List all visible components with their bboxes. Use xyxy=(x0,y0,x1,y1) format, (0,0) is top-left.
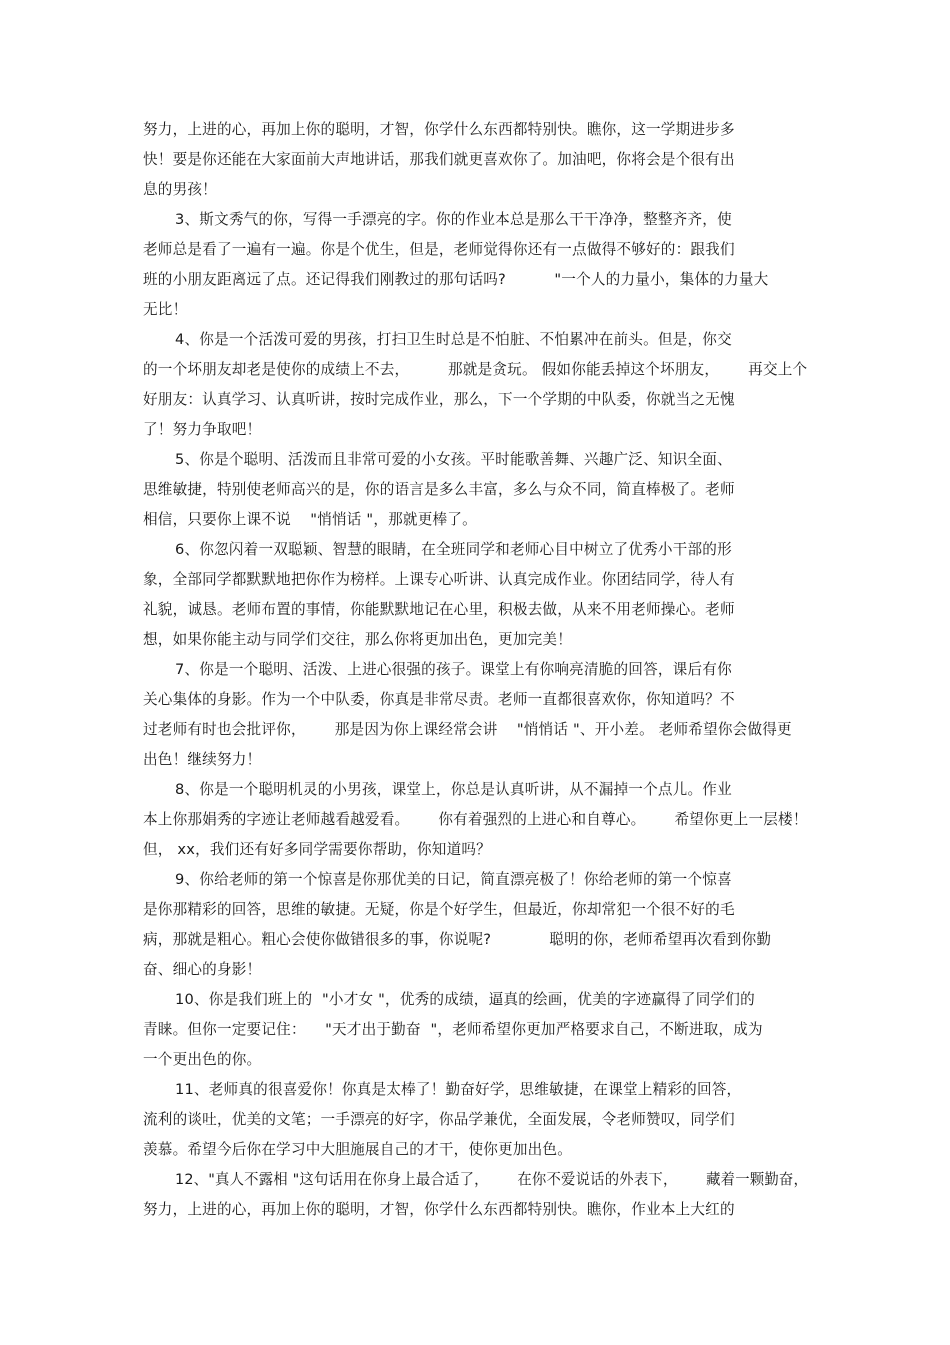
text-line: 一个更出色的你。 xyxy=(143,1051,262,1068)
text-line: 礼貌，诚恳。老师布置的事情，你能默默地记在心里，积极去做，从来不用老师操心。老师 xyxy=(143,601,735,618)
text-line: 青睐。但你一定要记住： "天才出于勤奋 "，老师希望你更加严格要求自己，不断进取，成为 xyxy=(143,1021,763,1038)
text-line: 快！要是你还能在大家面前大声地讲话，那我们就更喜欢你了。加油吧，你将会是个很有出 xyxy=(143,151,735,168)
text-line: 无比！ xyxy=(143,301,188,318)
paragraph-12-line: 12、"真人不露相 "这句话用在你身上最合适了， 在你不爱说话的外表下， 藏着一颗勤奋， xyxy=(175,1171,809,1188)
text-line: 关心集体的身影。作为一个中队委，你真是非常尽责。老师一直都很喜欢你，你知道吗？不 xyxy=(143,691,735,708)
paragraph-9-line: 9、你给老师的第一个惊喜是你那优美的日记，简直漂亮极了！你给老师的第一个惊喜 xyxy=(175,871,732,888)
text-line: 息的男孩！ xyxy=(143,181,217,198)
text-line: 思维敏捷，特别使老师高兴的是，你的语言是多么丰富，多么与众不同，简直棒极了。老师 xyxy=(143,481,735,498)
paragraph-7-line: 7、你是一个聪明、活泼、上进心很强的孩子。课堂上有你响亮清脆的回答，课后有你 xyxy=(175,661,732,678)
paragraph-10-line: 10、你是我们班上的 "小才女 "，优秀的成绩，逼真的绘画，优美的字迹赢得了同学们的 xyxy=(175,991,755,1008)
paragraph-5-line: 5、你是个聪明、活泼而且非常可爱的小女孩。平时能歌善舞、兴趣广泛、知识全面、 xyxy=(175,451,732,468)
text-line: 是你那精彩的回答，思维的敏捷。无疑，你是个好学生，但最近，你却常犯一个很不好的毛 xyxy=(143,901,735,918)
text-line: 努力，上进的心，再加上你的聪明，才智，你学什么东西都特别快。瞧你，这一学期进步多 xyxy=(143,121,735,138)
paragraph-4-line: 4、你是一个活泼可爱的男孩，打扫卫生时总是不怕脏、不怕累冲在前头。但是，你交 xyxy=(175,331,732,348)
paragraph-11-line: 11、老师真的很喜爱你！你真是太棒了！勤奋好学，思维敏捷，在课堂上精彩的回答， xyxy=(175,1081,742,1098)
text-line: 过老师有时也会批评你， 那是因为你上课经常会讲 "悄悄话 "、开小差。 老师希望你会做得更 xyxy=(143,721,792,738)
text-line: 病，那就是粗心。粗心会使你做错很多的事，你说呢? 聪明的你，老师希望再次看到你勤 xyxy=(143,931,772,948)
paragraph-6-line: 6、你忽闪着一双聪颖、智慧的眼睛，在全班同学和老师心目中树立了优秀小干部的形 xyxy=(175,541,732,558)
paragraph-8-line: 8、你是一个聪明机灵的小男孩，课堂上，你总是认真听讲，从不漏掉一个点儿。作业 xyxy=(175,781,732,798)
text-line: 努力，上进的心，再加上你的聪明，才智，你学什么东西都特别快。瞧你，作业本上大红的 xyxy=(143,1201,735,1218)
text-line: 班的小朋友距离远了点。还记得我们刚教过的那句话吗? "一个人的力量小，集体的力量大 xyxy=(143,271,769,288)
text-line: 本上你那娟秀的字迹让老师越看越爱看。 你有着强烈的上进心和自尊心。 希望你更上一层楼！ xyxy=(143,811,808,828)
text-line: 流利的谈吐，优美的文笔；一手漂亮的好字，你品学兼优，全面发展，令老师赞叹，同学们 xyxy=(143,1111,735,1128)
text-line: 奋、细心的身影！ xyxy=(143,961,262,978)
paragraph-3-line: 3、斯文秀气的你，写得一手漂亮的字。你的作业本总是那么干干净净，整整齐齐，使 xyxy=(175,211,732,228)
text-line: 出色！继续努力！ xyxy=(143,751,262,768)
text-line: 相信，只要你上课不说 "悄悄话 "，那就更棒了。 xyxy=(143,511,477,528)
text-line: 了！努力争取吧！ xyxy=(143,421,262,438)
text-line: 好朋友：认真学习、认真听讲，按时完成作业，那么，下一个学期的中队委，你就当之无愧 xyxy=(143,391,735,408)
text-line: 想，如果你能主动与同学们交往，那么你将更加出色，更加完美！ xyxy=(143,631,573,648)
text-line: 羡慕。希望今后你在学习中大胆施展自己的才干，使你更加出色。 xyxy=(143,1141,573,1158)
text-line: 的一个坏朋友却老是使你的成绩上不去， 那就是贪玩。 假如你能丢掉这个坏朋友， 再交上个 xyxy=(143,361,808,378)
text-line: 但， xx，我们还有好多同学需要你帮助，你知道吗？ xyxy=(143,841,491,858)
text-line: 象，全部同学都默默地把你作为榜样。上课专心听讲、认真完成作业。你团结同学，待人有 xyxy=(143,571,735,588)
text-line: 老师总是看了一遍有一遍。你是个优生，但是，老师觉得你还有一点做得不够好的：跟我们 xyxy=(143,241,735,258)
